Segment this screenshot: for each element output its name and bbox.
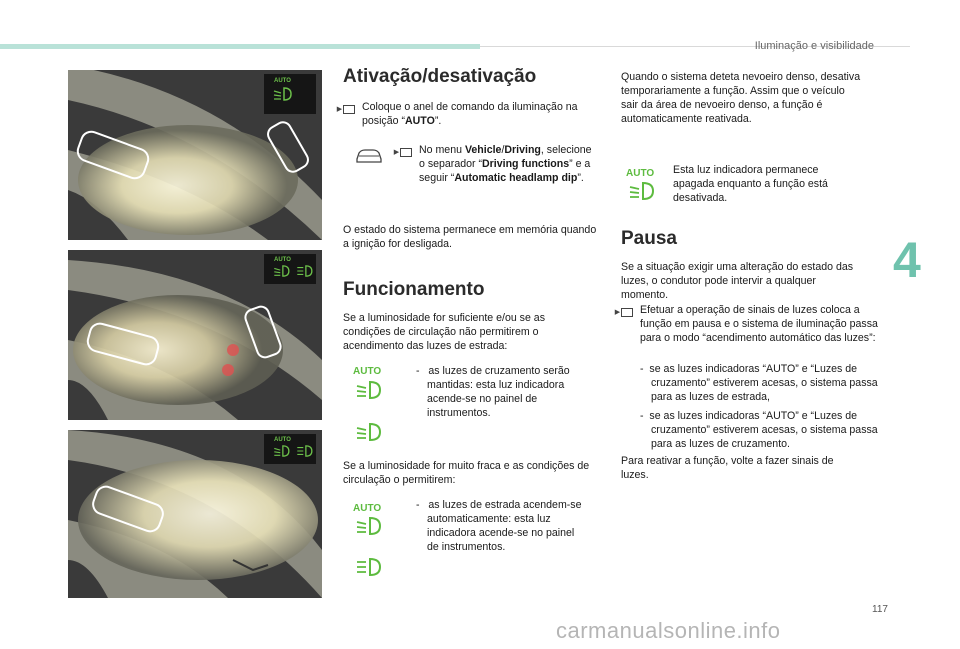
auto-icon-label: AUTO: [353, 503, 382, 514]
auto-icon-label: AUTO: [353, 366, 382, 377]
activation-step-2: ▶ No menu Vehicle/Driving, selecione o separador “Driving functions” e a seguir “Automatic headlamp dip”.: [393, 144, 592, 184]
dipped-beam-icon: [356, 422, 382, 442]
pause-sub-item-2: - se as luzes indicadoras “AUTO” e “Luzes de cruzamento” estiverem acesas, o sistema passa para as luzes de cruzamento.: [640, 410, 878, 450]
page-number: 117: [872, 604, 888, 615]
activation-step-1: ▶ Coloque o anel de comando da iluminação na posição “AUTO”.: [336, 101, 578, 127]
dipped-beam-indicator-icon: [273, 265, 291, 277]
photo-dipped-beam: [68, 70, 322, 240]
header-accent-bar: [0, 44, 480, 49]
dipped-beam-item: - as luzes de cruzamento serão mantidas: esta luz indicadora acende-se no painel de instrumentos.: [416, 365, 570, 419]
dipped-beam-icon: [629, 181, 655, 201]
watermark: carmanualsonline.info: [556, 618, 781, 643]
pause-intro: Se a situação exigir uma alteração do estado das luzes, o condutor pode intervir a qualquer momento.: [621, 261, 854, 301]
auto-indicator-label: AUTO: [274, 78, 291, 84]
photo-oncoming-vehicle: [68, 250, 322, 420]
step-bullet-icon: ▶: [621, 308, 633, 317]
main-beam-icon: [356, 557, 382, 577]
step-bullet-icon: ▶: [343, 105, 355, 114]
dipped-beam-indicator-icon: [273, 87, 293, 101]
main-beam-indicator-icon: [296, 445, 314, 457]
memory-text: O estado do sistema permanece em memória quando a ignição for desligada.: [343, 224, 597, 250]
auto-indicator-label: AUTO: [274, 257, 291, 263]
pause-step: ▶ Efetuar a operação de sinais de luzes coloca a função em pausa e o sistema de iluminação passa para o modo “acendimento automático das luzes”:: [614, 304, 878, 344]
pause-heading: Pausa: [621, 228, 677, 249]
chapter-number: 4: [893, 232, 921, 288]
dipped-beam-indicator-icon: [273, 445, 291, 457]
dipped-beam-icon: [356, 516, 382, 536]
dipped-beam-icon: [356, 380, 382, 400]
operation-intro: Se a luminosidade for suficiente e/ou se as condições de circulação não permitirem o acendimento das luzes de estrada:: [343, 312, 545, 352]
operation-heading: Funcionamento: [343, 279, 485, 300]
indicator-off-text: Esta luz indicadora permanece apagada enquanto a função está desativada.: [673, 164, 828, 204]
auto-icon-label: AUTO: [626, 168, 655, 179]
main-beam-indicator-icon: [296, 265, 314, 277]
auto-indicator-label: AUTO: [274, 437, 291, 443]
pause-outro: Para reativar a função, volte a fazer sinais de luzes.: [621, 455, 834, 481]
photo-main-beam: [68, 430, 322, 598]
section-title: Iluminação e visibilidade: [754, 40, 874, 52]
step-bullet-icon: ▶: [400, 148, 412, 157]
vehicle-menu-icon: [355, 148, 383, 164]
low-light-text: Se a luminosidade for muito fraca e as condições de circulação o permitirem:: [343, 460, 590, 486]
activation-heading: Ativação/desativação: [343, 66, 537, 87]
fog-text: Quando o sistema deteta nevoeiro denso, desativa temporariamente a função. Assim que o veículo sair da área de nevoeiro denso, a função é automaticamente reativada.: [621, 71, 861, 125]
pause-sub-item-1: - se as luzes indicadoras “AUTO” e “Luzes de cruzamento” estiverem acesas, o sistema passa para as luzes de estrada,: [640, 363, 878, 403]
main-beam-item: - as luzes de estrada acendem-se automaticamente: esta luz indicadora acende-se no painel de instrumentos.: [416, 499, 582, 553]
